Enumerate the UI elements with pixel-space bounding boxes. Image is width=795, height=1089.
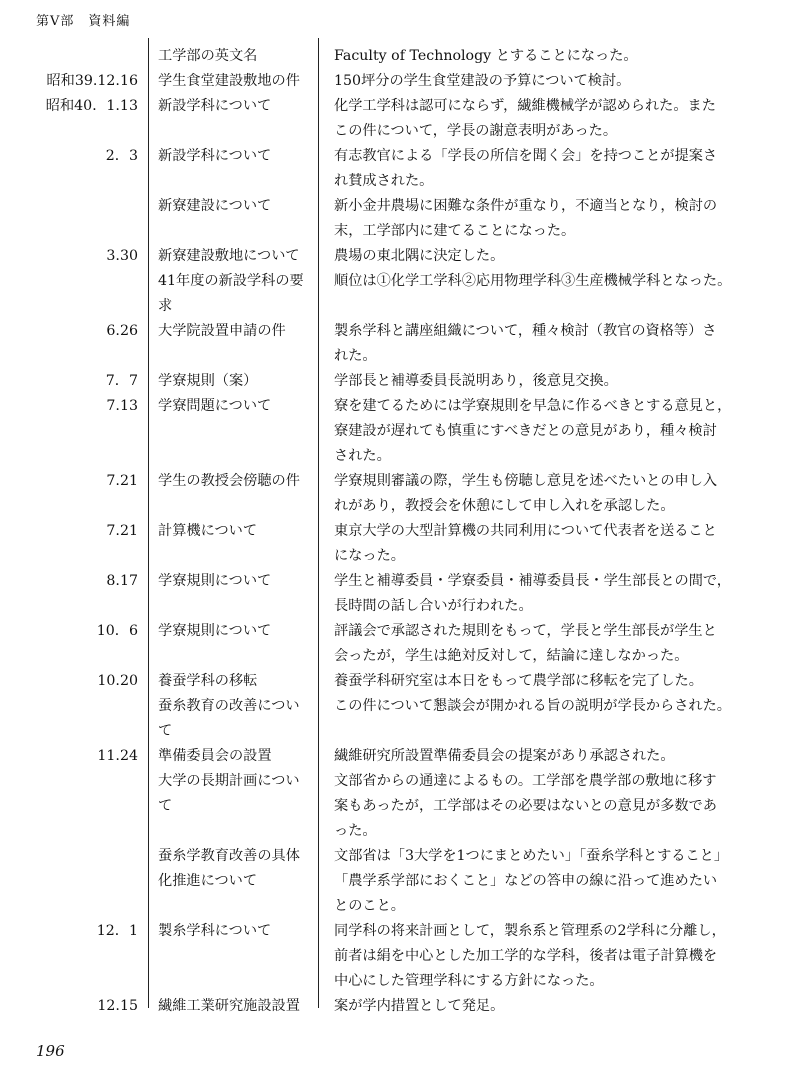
row-subject: [150, 144, 322, 169]
subject-line: 学寮規則について: [158, 623, 272, 639]
subject-line: て: [158, 798, 173, 814]
body-line: 有志教官による「学長の所信を聞く会」を持つことが提案さ: [334, 148, 718, 164]
row-body: [322, 744, 759, 769]
page-number: 196: [36, 1042, 65, 1060]
table-row: [36, 144, 756, 194]
subject-line: 求: [158, 298, 173, 314]
row-body: [322, 919, 759, 994]
row-date: 昭和40．1.13: [45, 98, 138, 114]
body-line: 学部長と補導委員長説明あり，後意見交換。: [334, 373, 618, 389]
row-body: [322, 619, 759, 669]
subject-line: 大学院設置申請の件: [158, 323, 286, 339]
row-body: [322, 369, 759, 394]
row-subject: [150, 569, 322, 594]
row-date: 6.26: [106, 323, 138, 339]
body-line: れがあり，教授会を休憩にして申し入れを承認した。: [334, 498, 675, 514]
row-subject: [150, 44, 322, 69]
page-header: 第Ⅴ部 資料編: [36, 14, 131, 29]
row-subject: [150, 844, 322, 894]
row-subject: [150, 469, 322, 494]
row-body: [322, 394, 759, 469]
subject-line: 大学の長期計画につい: [158, 773, 300, 789]
row-subject: [150, 669, 322, 694]
table-row: [36, 519, 756, 569]
subject-line: 計算機について: [158, 523, 258, 539]
row-subject: [150, 519, 322, 544]
row-date: 7.13: [106, 398, 138, 414]
subject-line: て: [158, 723, 173, 739]
subject-line: 準備委員会の設置: [158, 748, 272, 764]
row-subject: [150, 319, 322, 344]
body-line: 会ったが，学生は絶対反対して，結論に達しなかった。: [334, 648, 689, 664]
row-subject: [150, 244, 322, 269]
table-row: [36, 394, 756, 469]
body-line: 新小金井農場に困難な条件が重なり，不適当となり，検討の: [334, 198, 718, 214]
table-row: [36, 44, 756, 69]
body-line: この件について，学長の謝意表明があった。: [334, 123, 618, 139]
table-row: [36, 769, 756, 844]
table-row: [36, 744, 756, 769]
table-row: [36, 919, 756, 994]
body-line: 順位は①化学工学科②応用物理学科③生産機械学科となった。: [334, 273, 732, 289]
body-line: 農場の東北隅に決定した。: [334, 248, 505, 264]
subject-line: 学生の教授会傍聴の件: [158, 473, 300, 489]
body-line: 評議会で承認された規則をもって，学長と学生部長が学生と: [334, 623, 717, 639]
table-row: [36, 269, 756, 319]
subject-line: 工学部の英文名: [158, 48, 258, 64]
row-body: [322, 194, 759, 244]
row-date: 8.17: [106, 573, 138, 589]
body-line: 東京大学の大型計算機の共同利用について代表者を送ること: [334, 523, 717, 539]
table-row: [36, 194, 756, 244]
row-subject: [150, 394, 322, 419]
row-subject: [150, 744, 322, 769]
row-body: [322, 519, 759, 569]
body-line: 寮建設が遅れても慎重にすべきだとの意見があり，種々検討: [334, 423, 717, 439]
body-line: になった。: [334, 548, 405, 564]
row-body: [322, 569, 759, 619]
table-row: [36, 369, 756, 394]
body-line: 150坪分の学生食堂建設の予算について検討。: [334, 73, 631, 89]
subject-line: 化推進について: [158, 873, 258, 889]
body-line: 学生と補導委員・学寮委員・補導委員長・学生部長との間で，: [334, 573, 731, 589]
body-line: れ賛成された。: [334, 173, 434, 189]
table-row: [36, 844, 756, 919]
table-row: [36, 669, 756, 694]
table-row: [36, 569, 756, 619]
body-line: 長時間の話し合いが行われた。: [334, 598, 533, 614]
subject-line: 製糸学科について: [158, 923, 272, 939]
row-date: 3.30: [106, 248, 138, 264]
subject-line: 新寮建設について: [158, 198, 272, 214]
table-row: [36, 994, 756, 1019]
subject-line: 蚕糸学教育改善の具体: [158, 848, 300, 864]
subject-line: 学生食堂建設敷地の件: [158, 73, 300, 89]
subject-line: 蚕糸教育の改善につい: [158, 698, 300, 714]
body-line: された。: [334, 448, 391, 464]
subject-line: 41年度の新設学科の要: [158, 273, 304, 289]
subject-line: 学寮規則について: [158, 573, 272, 589]
table-row: [36, 94, 756, 144]
subject-line: 学寮規則（案）: [158, 373, 258, 389]
body-line: 製糸学科と講座組織について，種々検討（教官の資格等）さ: [334, 323, 717, 339]
body-line: 学寮規則審議の際，学生も傍聴し意見を述べたいとの申し入: [334, 473, 718, 489]
body-line: 案が学内措置として発足。: [334, 998, 505, 1014]
row-subject: [150, 194, 322, 219]
row-subject: [150, 619, 322, 644]
table-row: [36, 694, 756, 744]
subject-line: 養蚕学科の移転: [158, 673, 258, 689]
row-subject: [150, 994, 322, 1019]
body-line: 前者は絹を中心とした加工学的な学科，後者は電子計算機を: [334, 948, 718, 964]
body-line: 養蚕学科研究室は本日をもって農学部に移転を完了した。: [334, 673, 703, 689]
row-body: [322, 44, 759, 69]
row-body: [322, 269, 759, 294]
body-line: 同学科の将来計画として，製糸系と管理系の2学科に分離し，: [334, 923, 726, 939]
row-body: [322, 769, 759, 844]
row-body: [322, 694, 759, 719]
row-date: 昭和39.12.16: [46, 73, 138, 89]
row-body: [322, 319, 759, 369]
row-body: [322, 994, 759, 1019]
row-body: [322, 469, 759, 519]
body-line: 文部省からの通達によるもの。工学部を農学部の敷地に移す: [334, 773, 717, 789]
row-body: [322, 844, 759, 919]
body-line: 寮を建てるためには学寮規則を早急に作るべきとする意見と，: [334, 398, 732, 414]
table-row: [36, 469, 756, 519]
row-subject: [150, 694, 322, 744]
subject-line: 学寮問題について: [158, 398, 272, 414]
row-date: 7．7: [105, 373, 138, 389]
body-line: 末，工学部内に建てることになった。: [334, 223, 576, 239]
row-subject: [150, 69, 322, 94]
table-row: [36, 319, 756, 369]
row-date: 10.20: [97, 673, 138, 689]
body-line: 「農学系学部におくこと」などの答申の線に沿って進めたい: [334, 873, 718, 889]
row-date: 11.24: [97, 748, 138, 764]
body-line: とのこと。: [334, 898, 405, 914]
body-line: 中心にした管理学科にする方針になった。: [334, 973, 604, 989]
row-body: [322, 144, 759, 194]
row-subject: [150, 919, 322, 944]
chronology-table: [36, 44, 756, 1019]
subject-line: 繊維工業研究施設設置: [158, 998, 300, 1014]
table-row: [36, 244, 756, 269]
row-date: 10．6: [96, 623, 138, 639]
row-body: [322, 69, 759, 94]
body-line: この件について懇談会が開かれる旨の説明が学長からされた。: [334, 698, 731, 714]
row-date: 12．1: [96, 923, 138, 939]
subject-line: 新寮建設敷地について: [158, 248, 300, 264]
row-date: 7.21: [106, 473, 138, 489]
subject-line: 新設学科について: [158, 98, 272, 114]
row-date: 2．3: [105, 148, 138, 164]
row-subject: [150, 769, 322, 819]
row-subject: [150, 94, 322, 119]
table-row: [36, 619, 756, 669]
body-line: Faculty of Technology とすることになった。: [334, 48, 638, 64]
row-body: [322, 669, 759, 694]
table-row: [36, 69, 756, 94]
body-line: 案もあったが，工学部はその必要はないとの意見が多数であ: [334, 798, 717, 814]
body-line: 繊維研究所設置準備委員会の提案があり承認された。: [334, 748, 675, 764]
body-line: 化学工学科は認可にならず，繊維機械学が認められた。また: [334, 98, 716, 114]
subject-line: 新設学科について: [158, 148, 272, 164]
row-date: 7.21: [106, 523, 138, 539]
row-subject: [150, 369, 322, 394]
body-line: った。: [334, 823, 377, 839]
row-body: [322, 94, 759, 144]
row-subject: [150, 269, 322, 319]
body-line: れた。: [334, 348, 377, 364]
row-body: [322, 244, 759, 269]
body-line: 文部省は「3大学を1つにまとめたい」「蚕糸学科とすること」: [334, 848, 729, 864]
row-date: 12.15: [97, 998, 138, 1014]
